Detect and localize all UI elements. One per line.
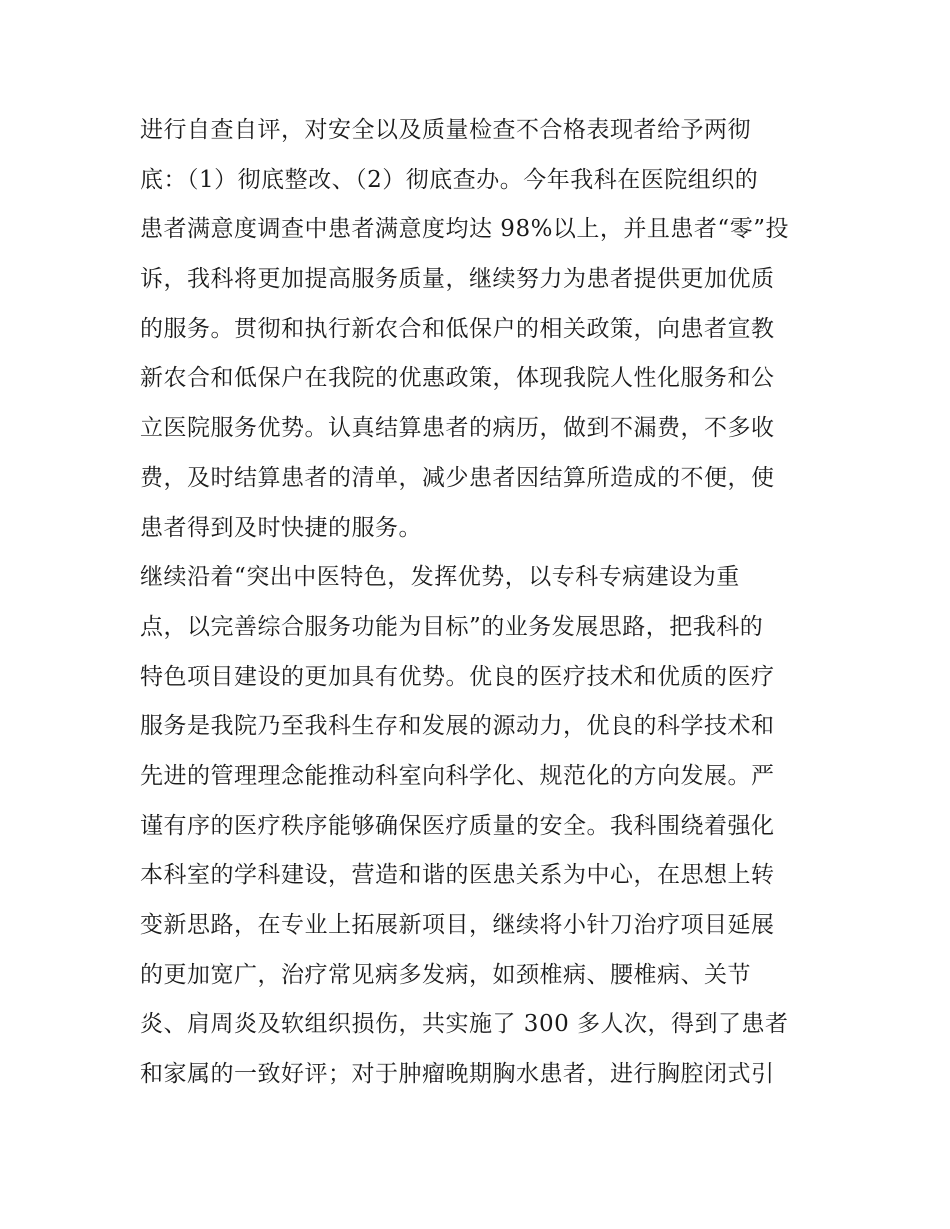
text-line: 新农合和低保户在我院的优惠政策，体现我院人性化服务和公 xyxy=(140,365,775,392)
text-line: 炎、肩周炎及软组织损伤，共实施了 300 多人次，得到了患者 xyxy=(140,1011,789,1038)
text-line: 进行自查自评，对安全以及质量检查不合格表现者给予两彻 xyxy=(140,117,751,143)
text-line: 患者得到及时快捷的服务。 xyxy=(140,514,422,541)
text-line: 谨有序的医疗秩序能够确保医疗质量的安全。我科围绕着强化 xyxy=(140,812,775,839)
text-line: 立医院服务优势。认真结算患者的病历，做到不漏费，不多收 xyxy=(140,415,775,442)
text-line: 诉，我科将更加提高服务质量，继续努力为患者提供更加优质 xyxy=(140,266,775,293)
text-line: 费，及时结算患者的清单，减少患者因结算所造成的不便，使 xyxy=(140,464,775,491)
text-line: 和家属的一致好评；对于肿瘤晚期胸水患者，进行胸腔闭式引 xyxy=(140,1061,775,1088)
text-line: 本科室的学科建设，营造和谐的医患关系为中心，在思想上转 xyxy=(140,862,775,889)
text-line: 的服务。贯彻和执行新农合和低保户的相关政策，向患者宣教 xyxy=(140,315,775,342)
text-line: 继续沿着“突出中医特色，发挥优势，以专科专病建设为重 xyxy=(140,564,740,591)
text-line: 的更加宽广，治疗常见病多发病，如颈椎病、腰椎病、关节 xyxy=(140,961,751,988)
text-line: 患者满意度调查中患者满意度均达 98%以上，并且患者“零”投 xyxy=(140,216,789,243)
text-line: 先进的管理理念能推动科室向科学化、规范化的方向发展。严 xyxy=(140,762,775,789)
text-line: 变新思路，在专业上拓展新项目，继续将小针刀治疗项目延展 xyxy=(140,912,775,938)
text-line: 点，以完善综合服务功能为目标”的业务发展思路，把我科的 xyxy=(140,613,764,640)
text-line: 服务是我院乃至我科生存和发展的源动力，优良的科学技术和 xyxy=(140,713,775,740)
text-line: 底：（1）彻底整改、（2）彻底查办。今年我科在医院组织的 xyxy=(140,166,759,193)
text-line: 特色项目建设的更加具有优势。优良的医疗技术和优质的医疗 xyxy=(140,663,775,690)
body-text xyxy=(140,106,820,1100)
